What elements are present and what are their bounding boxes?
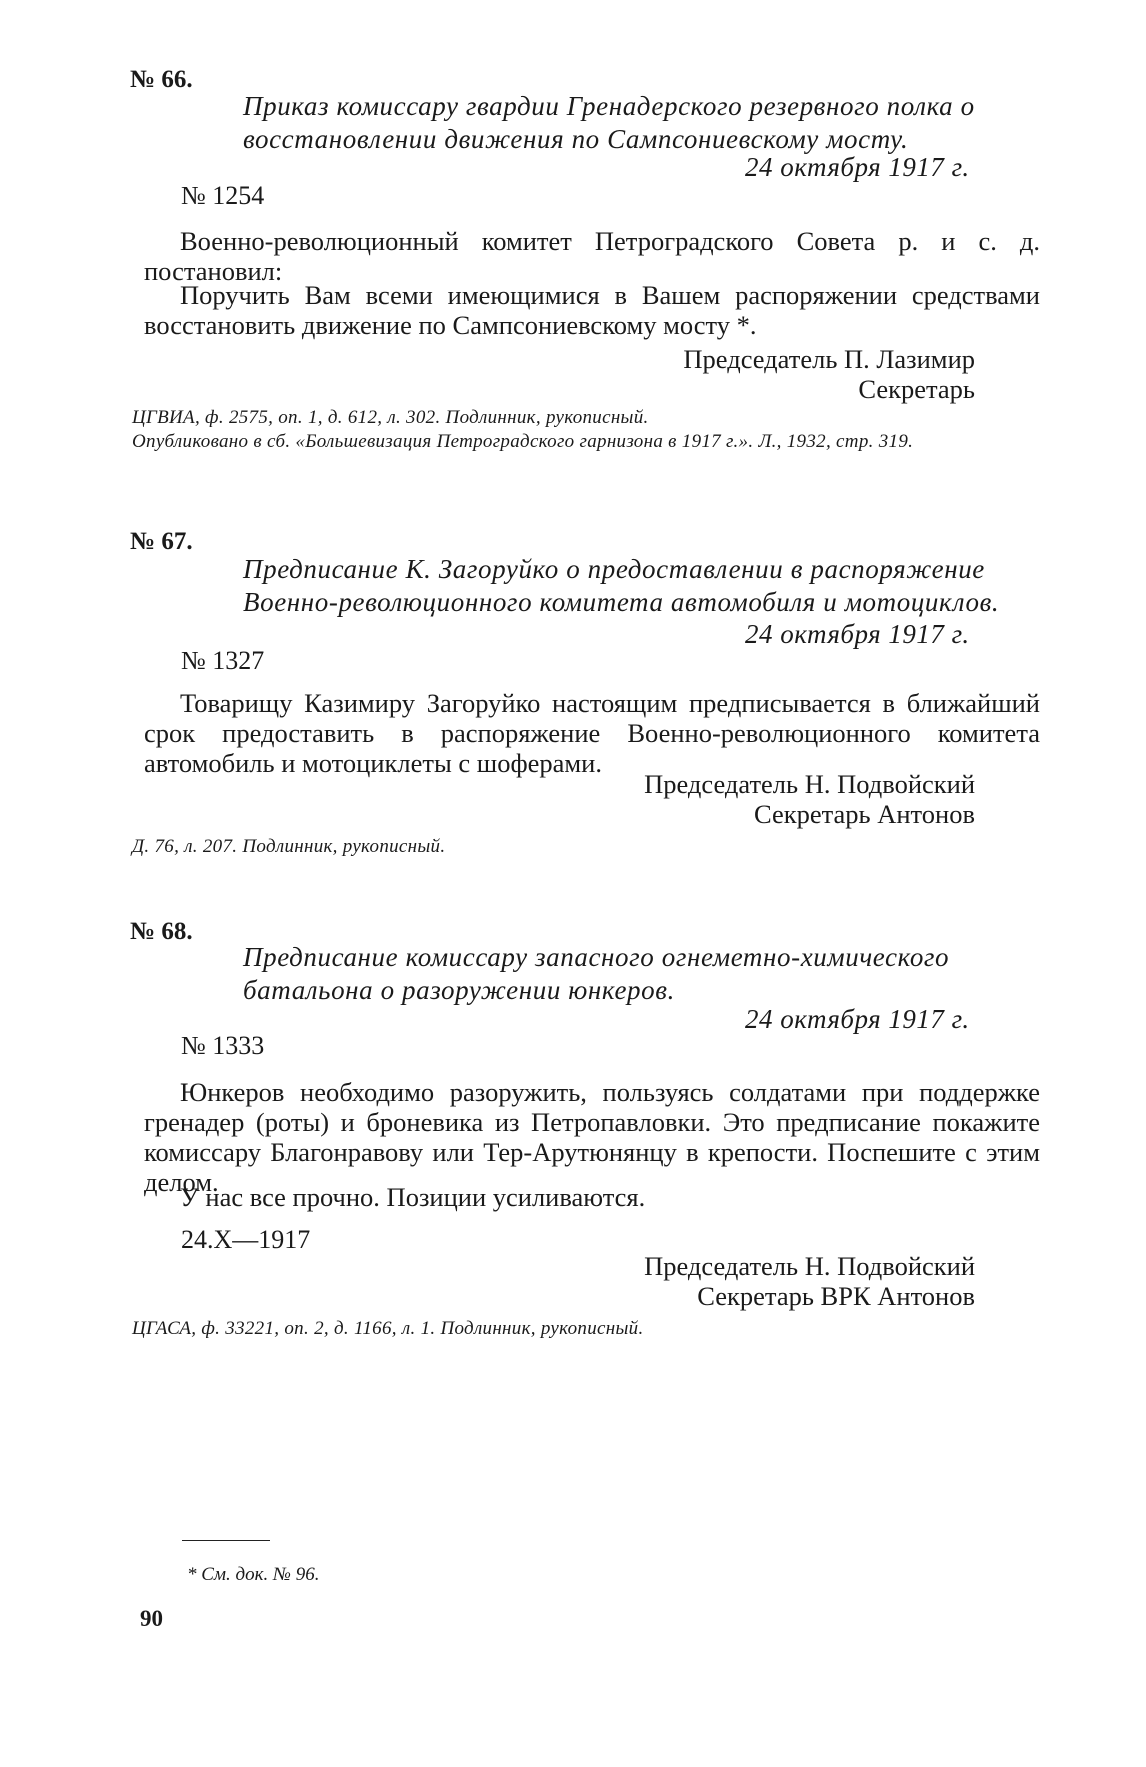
footnote: * См. док. № 96. [187,1564,320,1585]
doc68-title: Предписание комиссару запасного огнеметно-химического батальона о разоружении юнкеров. [243,942,950,1005]
doc66-reg-number: № 1254 [181,181,265,210]
doc68-dateline: 24.X—1917 [181,1225,311,1254]
doc66-title: Приказ комиссару гвардии Гренадерского резервного полка о восстановлении движения по Сампсониевскому мосту. [243,91,975,154]
doc66-source-publication: Опубликовано в сб. «Большевизация Петроградского гарнизона в 1917 г.». Л., 1932, стр. 319. [132,431,914,452]
footnote-divider [182,1540,270,1541]
doc67-source-archive: Д. 76, л. 207. Подлинник, рукописный. [132,836,446,857]
doc67-title: Предписание К. Загоруйко о предоставлении в распоряжение Военно-революционного комитета автомобиля и мотоциклов. [243,554,1000,617]
doc67-reg-number: № 1327 [181,646,265,675]
page-number: 90 [140,1606,163,1631]
doc68-signature-chair: Председатель Н. Подвойский [644,1251,975,1281]
doc66-number: № 66. [130,66,193,93]
doc66-source-archive: ЦГВИА, ф. 2575, оп. 1, д. 612, л. 302. Подлинник, рукописный. [132,407,649,428]
doc66-signature-chair: Председатель П. Лазимир [683,344,975,374]
doc68-paragraph-2: У нас все прочно. Позиции усиливаются. [180,1182,646,1212]
doc66-date: 24 октября 1917 г. [745,152,970,182]
doc68-date: 24 октября 1917 г. [745,1004,970,1034]
doc68-reg-number: № 1333 [181,1031,265,1060]
doc68-paragraph-1: Юнкеров необходимо разоружить, пользуясь солдатами при поддержке гренадер (роты) и броневика из Петропавловки. Это предписание покажите комиссару Благонравову или Тер-Арутюнянцу в крепости. Поспешите с этим делом. [144,1077,1040,1197]
doc68-source-archive: ЦГАСА, ф. 33221, оп. 2, д. 1166, л. 1. Подлинник, рукописный. [132,1318,644,1339]
doc66-paragraph-2: Поручить Вам всеми имеющимися в Вашем распоряжении средствами восстановить движение по Сампсониевскому мосту *. [144,280,1040,340]
doc67-signature-chair: Председатель Н. Подвойский [644,769,975,799]
doc67-signature-secretary: Секретарь Антонов [753,799,975,829]
doc68-signature-secretary: Секретарь ВРК Антонов [697,1281,975,1311]
doc67-date: 24 октября 1917 г. [745,619,970,649]
doc66-signature-secretary: Секретарь [858,374,975,404]
doc66-paragraph-1: Военно-революционный комитет Петроградского Совета р. и с. д. постановил: [144,226,1040,286]
doc67-paragraph-1: Товарищу Казимиру Загоруйко настоящим предписывается в ближайший срок предоставить в распоряжение Военно-революционного комитета автомобиль и мотоциклеты с шоферами. [144,688,1040,778]
doc68-number: № 68. [130,918,193,945]
doc67-number: № 67. [130,528,193,555]
